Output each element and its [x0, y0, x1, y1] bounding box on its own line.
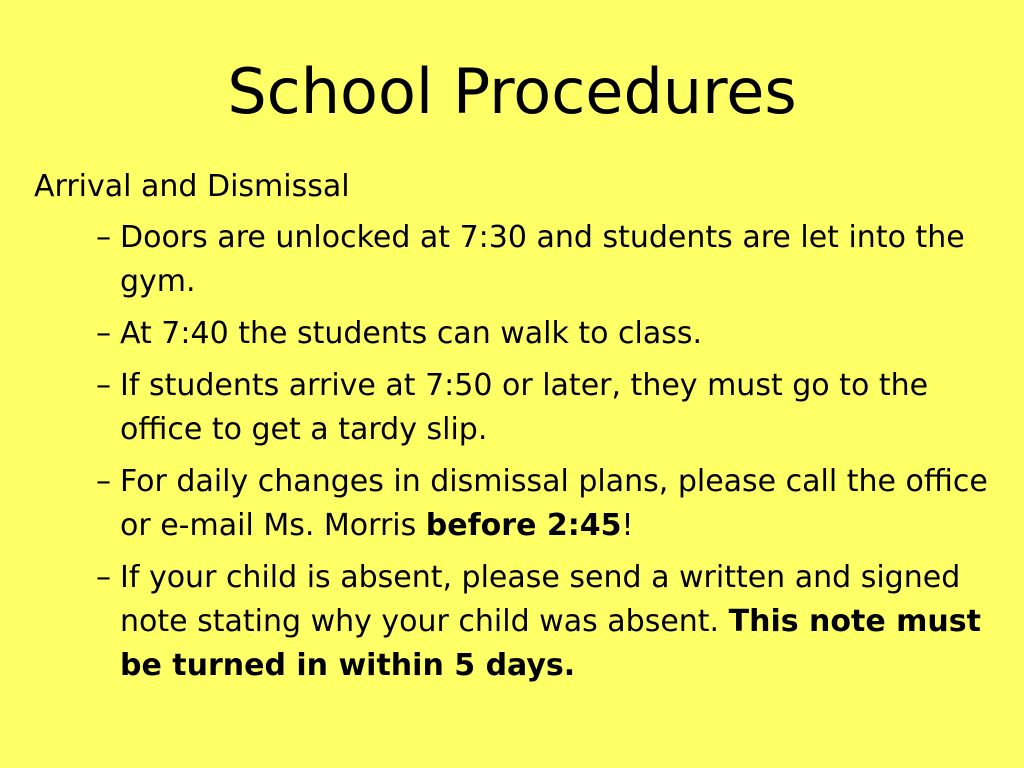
procedure-item-absence-note — [96, 556, 994, 688]
procedure-emphasis: This note must be turned in within 5 days. — [120, 604, 981, 683]
procedure-text: If your child is absent, please send a written and signed note stating why your child was absent. — [120, 560, 961, 639]
procedure-text: If students arrive at 7:50 or later, they must go to the office to get a tardy slip. — [120, 368, 929, 447]
procedure-item-tardy-slip — [96, 364, 994, 452]
procedure-text: At 7:40 the students can walk to class. — [120, 316, 703, 351]
arrival-dismissal-section — [34, 166, 994, 696]
procedure-item-dismissal-changes — [96, 460, 994, 548]
procedure-item-doors-unlocked — [96, 216, 994, 304]
procedure-text: For daily changes in dismissal plans, please call the office or e-mail Ms. Morris — [120, 464, 988, 543]
procedure-text: Doors are unlocked at 7:30 and students are let into the gym. — [120, 220, 965, 299]
section-heading: Arrival and Dismissal — [34, 169, 350, 204]
procedure-emphasis: before 2:45 — [425, 508, 622, 543]
procedure-item-walk-to-class — [96, 312, 994, 356]
procedure-suffix: ! — [621, 508, 634, 543]
bullet-dash: – — [96, 464, 111, 499]
bullet-dash: – — [96, 316, 111, 351]
slide-title: School Procedures — [227, 55, 797, 128]
bullet-dash: – — [96, 220, 111, 255]
bullet-dash: – — [96, 368, 111, 403]
procedure-list — [34, 216, 994, 688]
bullet-dash: – — [96, 560, 111, 595]
